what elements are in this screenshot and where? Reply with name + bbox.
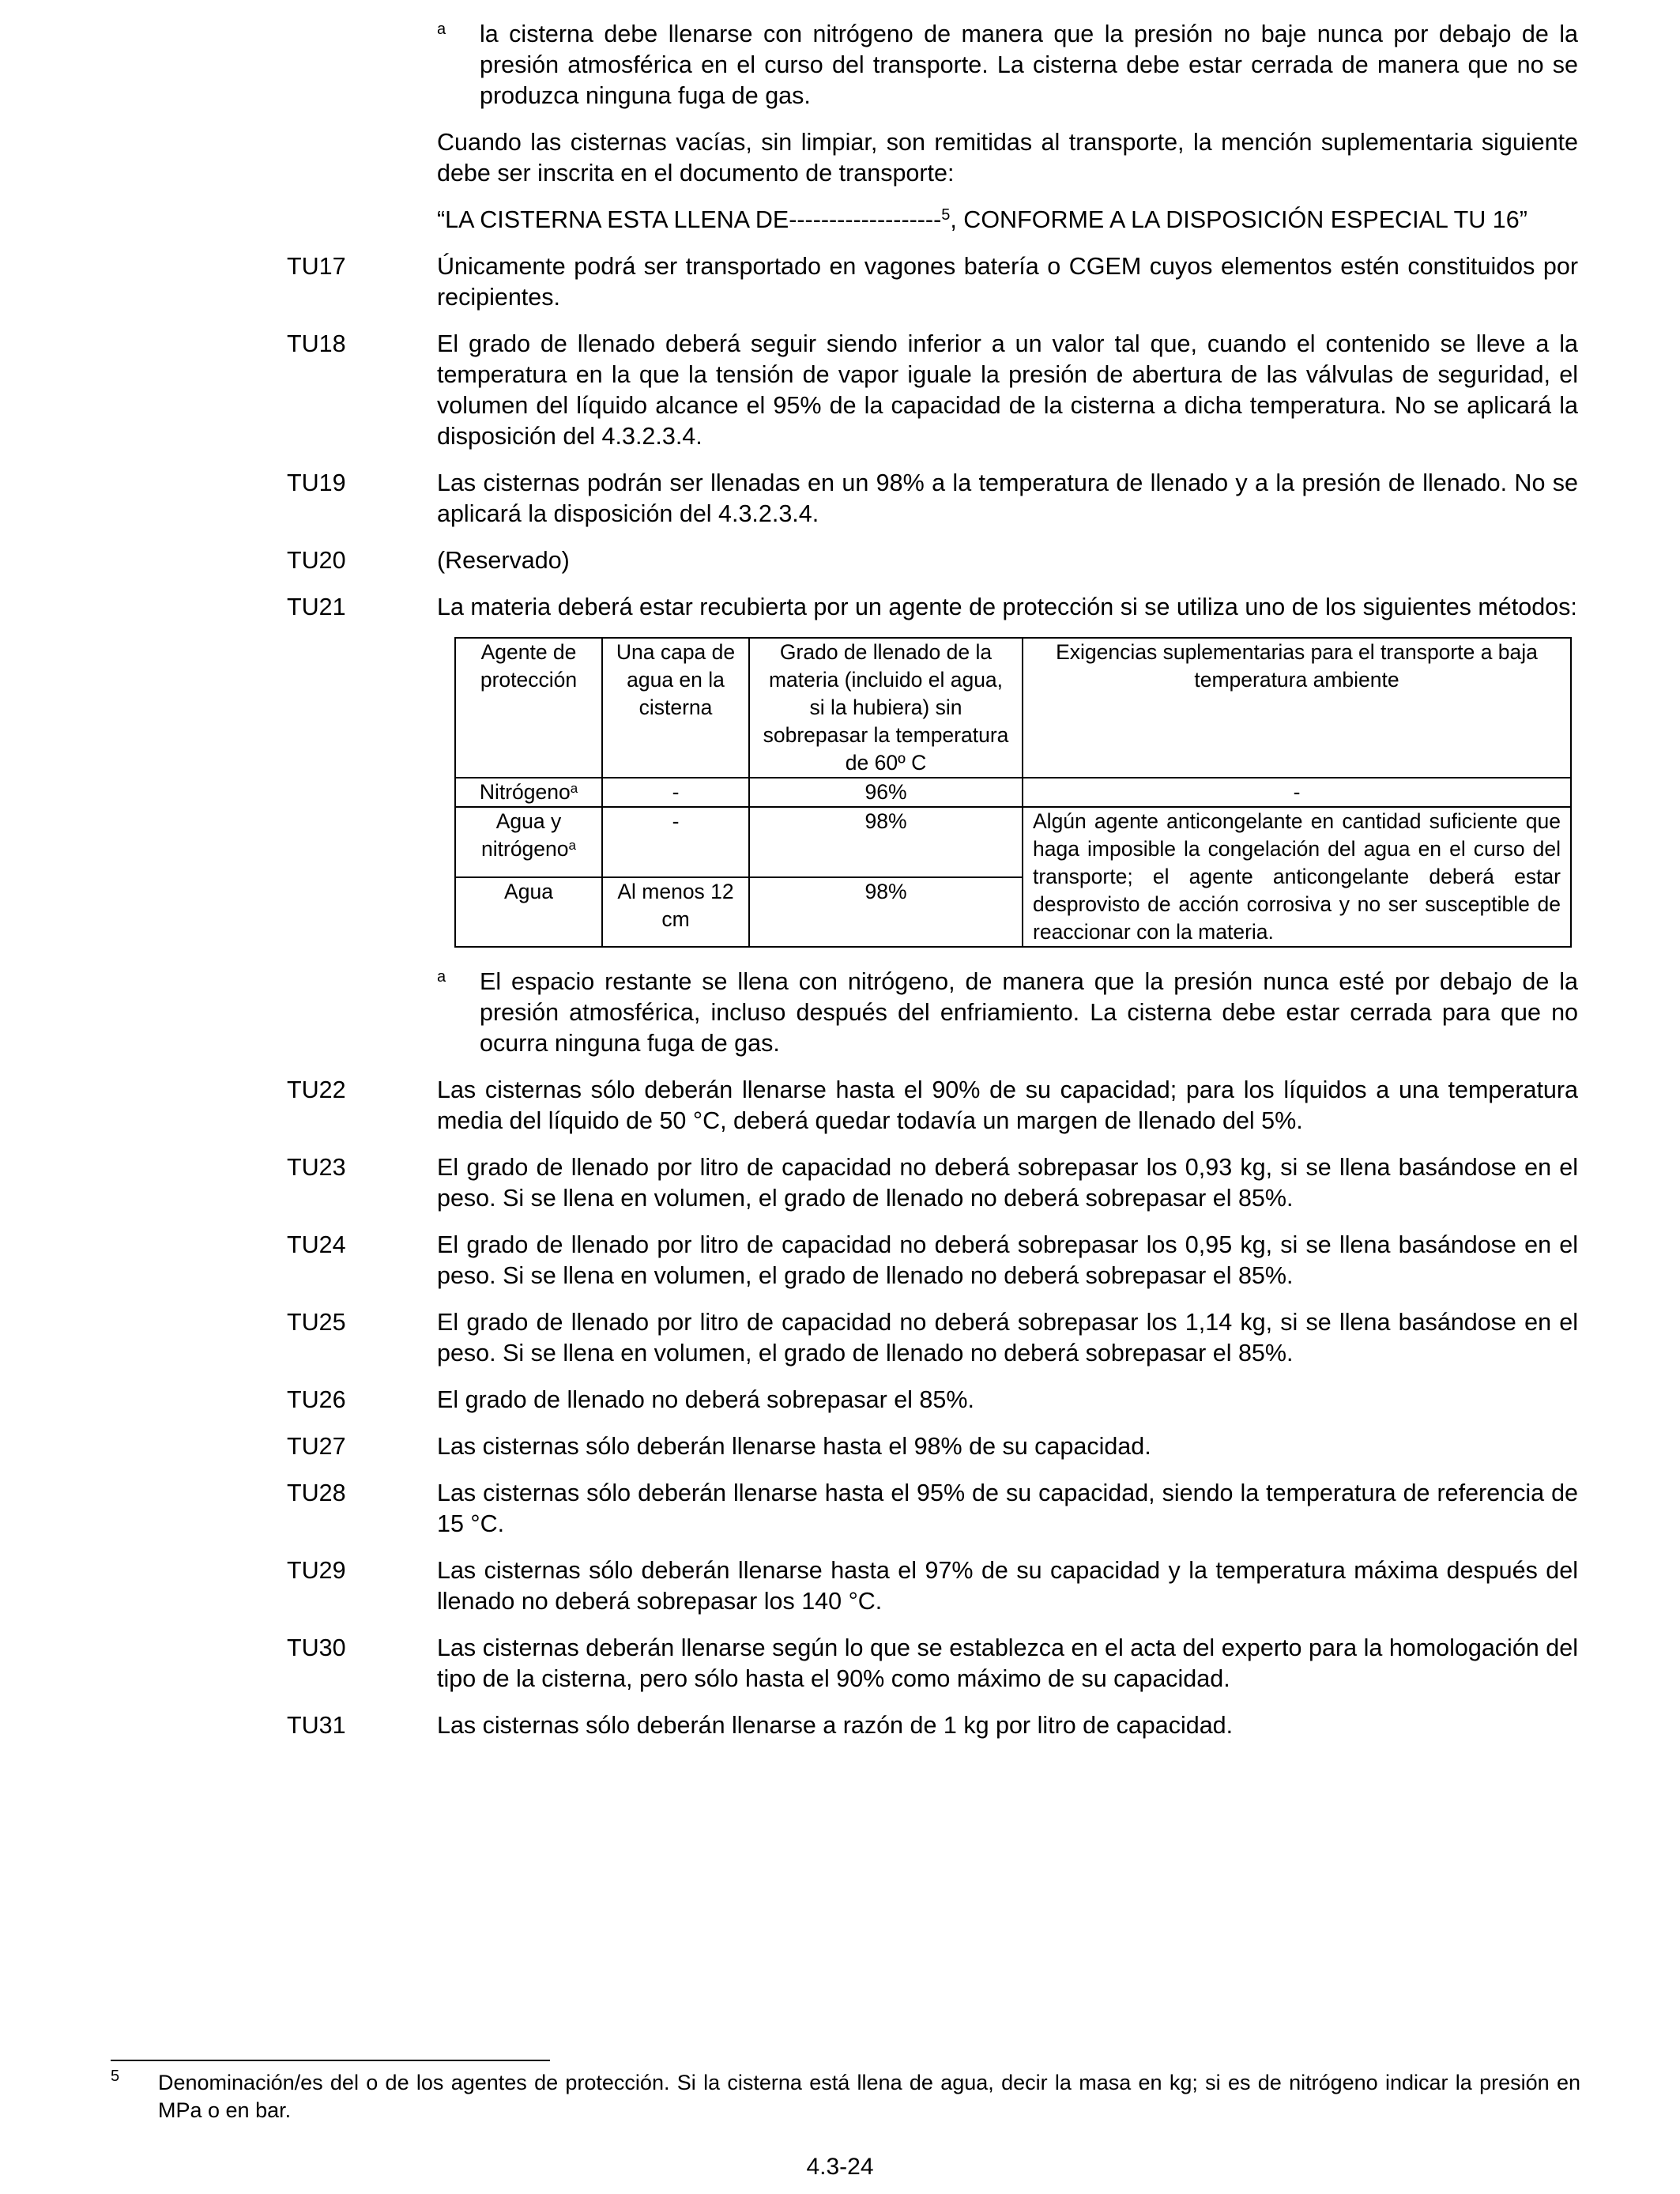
table-cell: [455, 807, 602, 877]
tu-text: Únicamente podrá ser transportado en vagones batería o CGEM cuyos elementos estén constituidos por recipientes.: [437, 253, 1578, 311]
agent-label: Agua: [504, 879, 553, 903]
footnote-number: 5: [111, 2068, 120, 2085]
quote-text-end: , CONFORME A LA DISPOSICIÓN ESPECIAL TU 16”: [950, 206, 1527, 233]
tu-code: TU30: [287, 1634, 346, 1661]
tu-code: TU22: [287, 1076, 346, 1103]
footnote-ref-5[interactable]: 5: [941, 206, 951, 224]
tu-code: TU25: [287, 1309, 346, 1336]
tu-text: (Reservado): [437, 547, 570, 574]
table-row: [455, 778, 1571, 807]
footnote-separator: [111, 2060, 550, 2061]
agent-label: Nitrógeno: [479, 780, 571, 804]
table-cell: -: [602, 778, 749, 807]
tu-code: TU20: [287, 547, 346, 574]
tu-code: TU27: [287, 1433, 346, 1460]
tu-item: [287, 1431, 1578, 1462]
tu-text: Las cisternas sólo deberán llenarse hasta el 98% de su capacidad.: [437, 1433, 1151, 1460]
tu-item: [287, 1385, 1578, 1416]
table-cell: -: [602, 807, 749, 877]
tu-code: TU17: [287, 253, 346, 280]
tu-code: TU21: [287, 594, 346, 620]
tu-code: TU29: [287, 1557, 346, 1584]
tu-text: El grado de llenado por litro de capacidad no deberá sobrepasar los 0,93 kg, si se llena basándose en el peso. Si se llena en volumen, el grado de llenado no deberá sobrepasar el 85%.: [437, 1154, 1578, 1212]
tu-item: [287, 468, 1578, 530]
tu-text: El grado de llenado por litro de capacidad no deberá sobrepasar los 0,95 kg, si se llena basándose en el peso. Si se llena en volumen, el grado de llenado no deberá sobrepasar el 85%.: [437, 1231, 1578, 1289]
tu-text: Las cisternas sólo deberán llenarse hasta el 97% de su capacidad y la temperatura máxima después del llenado no deberá sobrepasar los 140 °C.: [437, 1557, 1578, 1615]
tu-item: [287, 1710, 1578, 1741]
tu-item: [287, 1152, 1578, 1214]
tu-item: [287, 1075, 1578, 1137]
tu-item: [287, 251, 1578, 313]
table-cell: 98%: [749, 877, 1023, 948]
tu16-paragraph: Cuando las cisternas vacías, sin limpiar, son remitidas al transporte, la mención suplementaria siguiente debe ser inscrita en el documento de transporte:: [437, 129, 1578, 187]
table-note-a: [437, 967, 1578, 1059]
page-content: [287, 19, 1578, 1757]
agent-label: Agua y nitrógeno: [481, 809, 569, 861]
table-cell: 96%: [749, 778, 1023, 807]
protection-agent-table: [454, 637, 1572, 948]
quote-text-start: “LA CISTERNA ESTA LLENA DE-------------------: [437, 206, 942, 233]
tu-code: TU24: [287, 1231, 346, 1258]
table-cell: 98%: [749, 807, 1023, 877]
note-text: El espacio restante se llena con nitrógeno, de manera que la presión nunca esté por debajo de la presión atmosférica, incluso después del enfriamiento. La cisterna debe estar cerrada para que no ocurra ninguna fuga de gas.: [480, 968, 1578, 1057]
table-cell: -: [1023, 778, 1571, 807]
page-number: 4.3-24: [806, 2154, 874, 2180]
tu-text: La materia deberá estar recubierta por un agente de protección si se utiliza uno de los siguientes métodos:: [437, 594, 1577, 620]
note-text: la cisterna debe llenarse con nitrógeno de manera que la presión no baje nunca por debajo de la presión atmosférica en el curso del transporte. La cisterna debe estar cerrada de manera que no se produzca ninguna fuga de gas.: [480, 21, 1578, 109]
tu-item: [287, 329, 1578, 452]
note-marker: a: [568, 838, 576, 853]
footnote: [111, 2069, 1580, 2124]
table-cell: [455, 778, 602, 807]
tu-code: TU28: [287, 1480, 346, 1506]
tu-item: [287, 545, 1578, 576]
tu-text: Las cisternas sólo deberán llenarse hasta el 95% de su capacidad, siendo la temperatura de referencia de 15 °C.: [437, 1480, 1578, 1537]
tu-item: [287, 1230, 1578, 1291]
tu16-quote: [437, 205, 1578, 236]
tu-text: Las cisternas deberán llenarse según lo que se establezca en el acta del experto para la homologación del tipo de la cisterna, pero sólo hasta el 90% como máximo de su capacidad.: [437, 1634, 1578, 1692]
tu-code: TU18: [287, 330, 346, 357]
tu-code: TU31: [287, 1712, 346, 1739]
table-header-cell: Agente de protección: [455, 638, 602, 778]
tu-text: El grado de llenado por litro de capacidad no deberá sobrepasar los 1,14 kg, si se llena basándose en el peso. Si se llena en volumen, el grado de llenado no deberá sobrepasar el 85%.: [437, 1309, 1578, 1367]
tu-item: [287, 1633, 1578, 1695]
tu-text: Las cisternas sólo deberán llenarse hasta el 90% de su capacidad; para los líquidos a una temperatura media del líquido de 50 °C, deberá quedar todavía un margen de llenado del 5%.: [437, 1076, 1578, 1134]
footnote-text: Denominación/es del o de los agentes de protección. Si la cisterna está llena de agua, decir la masa en kg; si es de nitrógeno indicar la presión en MPa o en bar.: [158, 2071, 1580, 2122]
tu-text: El grado de llenado no deberá sobrepasar el 85%.: [437, 1386, 974, 1413]
tu-code: TU23: [287, 1154, 346, 1181]
tu-item: [287, 1307, 1578, 1369]
tu16-note-a: [437, 19, 1578, 111]
tu-code: TU19: [287, 469, 346, 496]
table-cell-shared-requirement: Algún agente anticongelante en cantidad suficiente que haga imposible la congelación del agua en el curso del transporte; el agente anticongelante deberá estar desprovisto de acción corrosiva y no ser susceptible de reaccionar con la materia.: [1023, 807, 1571, 947]
table-cell: Al menos 12 cm: [602, 877, 749, 948]
note-marker: a: [437, 21, 446, 38]
note-marker: a: [570, 781, 578, 796]
note-marker: a: [437, 968, 446, 986]
tu-item: [287, 1478, 1578, 1540]
table-header-cell: Grado de llenado de la materia (incluido el agua, si la hubiera) sin sobrepasar la temperatura de 60º C: [749, 638, 1023, 778]
tu-text: Las cisternas sólo deberán llenarse a razón de 1 kg por litro de capacidad.: [437, 1712, 1234, 1739]
table-row: [455, 807, 1571, 877]
table-header-cell: Exigencias suplementarias para el transporte a baja temperatura ambiente: [1023, 638, 1571, 778]
table-header-row: [455, 638, 1571, 778]
tu-item: [287, 592, 1578, 623]
table-cell: [455, 877, 602, 948]
table-header-cell: Una capa de agua en la cisterna: [602, 638, 749, 778]
tu-item: [287, 1555, 1578, 1617]
tu-text: Las cisternas podrán ser llenadas en un 98% a la temperatura de llenado y a la presión de llenado. No se aplicará la disposición del 4.3.2.3.4.: [437, 469, 1578, 527]
tu-text: El grado de llenado deberá seguir siendo inferior a un valor tal que, cuando el contenido se lleve a la temperatura en la que la tensión de vapor iguale la presión de abertura de las válvulas de seguridad, el volumen del líquido alcance el 95% de la capacidad de la cisterna a dicha temperatura. No se aplicará la disposición del 4.3.2.3.4.: [437, 330, 1578, 450]
tu-code: TU26: [287, 1386, 346, 1413]
